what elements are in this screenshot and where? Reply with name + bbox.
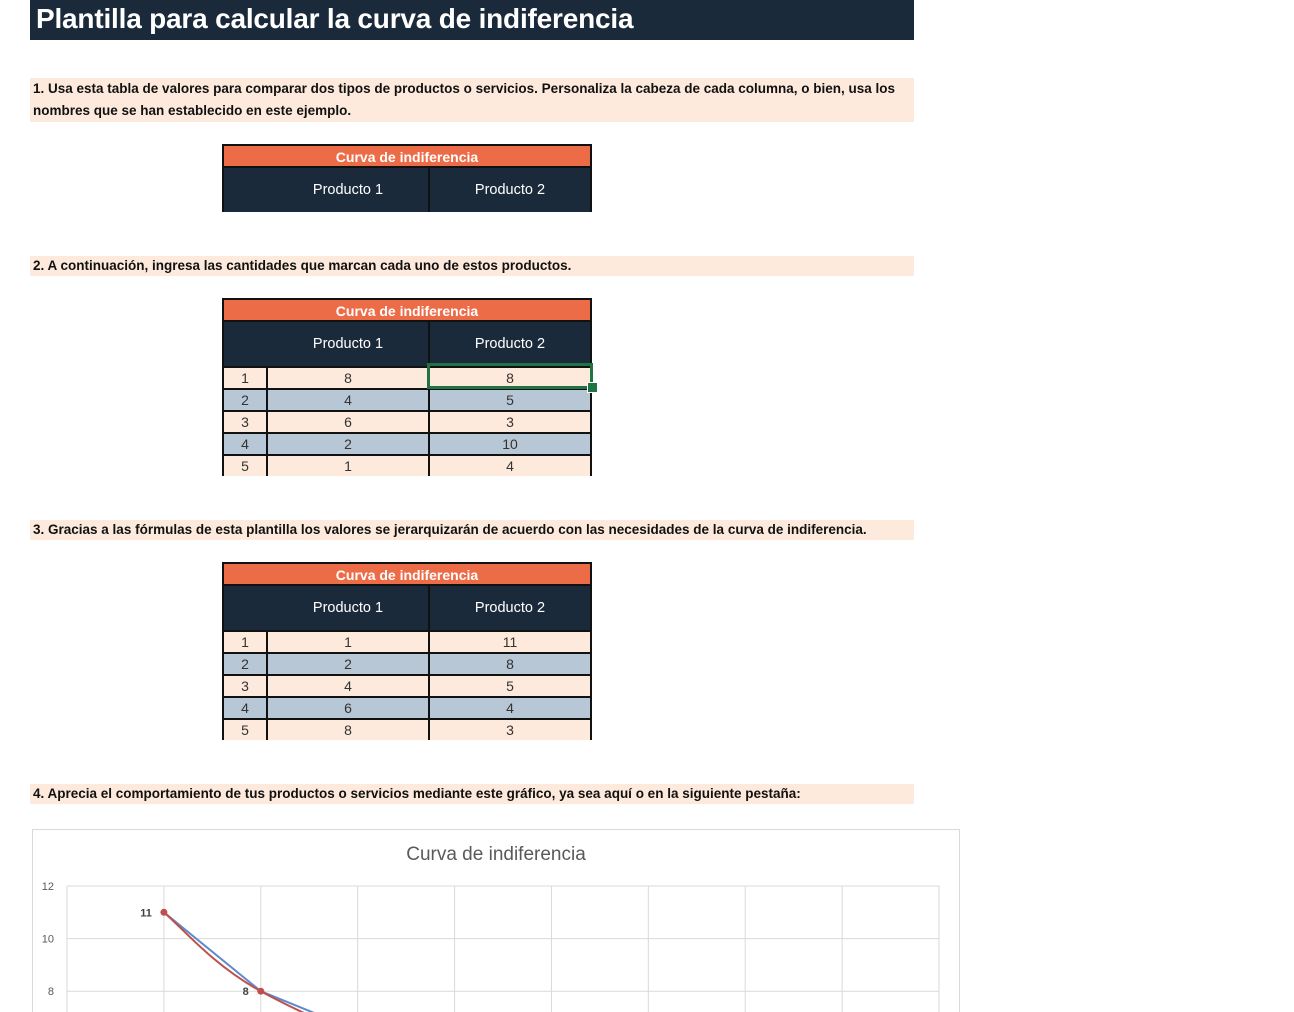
- indifference-chart[interactable]: [32, 829, 960, 1012]
- table-row: [224, 388, 590, 410]
- product-1-value-cell[interactable]: 4: [268, 676, 430, 696]
- table-title: Curva de indiferencia: [224, 564, 590, 586]
- row-index: 2: [224, 390, 268, 410]
- table-column-headers: [224, 322, 590, 366]
- table-row: [224, 652, 590, 674]
- row-index: 3: [224, 676, 268, 696]
- product-1-value-cell[interactable]: 6: [268, 698, 430, 718]
- table-column-headers: [224, 586, 590, 630]
- product-2-value-cell[interactable]: 11: [502, 634, 518, 650]
- table-row: [224, 630, 590, 652]
- active-cell-selection[interactable]: [427, 363, 593, 389]
- row-index: 4: [224, 434, 268, 454]
- table-title: Curva de indiferencia: [224, 146, 590, 168]
- table-title: Curva de indiferencia: [224, 300, 590, 322]
- product-1-value-cell[interactable]: 1: [268, 456, 430, 476]
- product-2-value-cell[interactable]: 4: [506, 700, 514, 716]
- y-tick-label: 10: [41, 933, 54, 946]
- row-index: 4: [224, 698, 268, 718]
- table-row: [224, 454, 590, 476]
- table-row: [224, 696, 590, 718]
- sorted-table: [222, 562, 592, 740]
- product-1-header[interactable]: Producto 1: [268, 168, 430, 212]
- product-2-value-cell[interactable]: 8: [506, 656, 514, 672]
- product-1-value-cell[interactable]: 8: [268, 368, 430, 388]
- chart-plot: [33, 830, 959, 1012]
- index-header: [224, 168, 268, 212]
- table-row: [224, 718, 590, 740]
- product-2-value-cell[interactable]: 5: [506, 392, 514, 408]
- product-1-header: Producto 1: [268, 586, 430, 630]
- product-2-header: Producto 2: [474, 336, 546, 352]
- table-column-headers: [224, 168, 590, 212]
- product-1-value-cell[interactable]: 1: [268, 632, 430, 652]
- product-2-value-cell[interactable]: 10: [502, 436, 518, 452]
- product-2-header: Producto 2: [474, 600, 546, 616]
- data-label: 11: [140, 907, 152, 920]
- product-2-value-cell[interactable]: 8: [506, 370, 514, 386]
- table-row: [224, 410, 590, 432]
- product-1-value-cell[interactable]: 6: [268, 412, 430, 432]
- series-line: [164, 912, 842, 1012]
- row-index: 3: [224, 412, 268, 432]
- y-tick-label: 12: [41, 881, 54, 893]
- row-index: 2: [224, 654, 268, 674]
- step-2-instruction: 2. A continuación, ingresa las cantidades que marcan cada uno de estos productos.: [30, 256, 914, 276]
- chart-title: Curva de indiferencia: [406, 844, 586, 865]
- index-header: [224, 586, 268, 630]
- step-4-instruction: 4. Aprecia el comportamiento de tus productos o servicios mediante este gráfico, ya sea aquí o en la siguiente pestaña:: [30, 784, 914, 804]
- page-title: Plantilla para calcular la curva de indiferencia: [30, 0, 914, 40]
- row-index: 1: [224, 632, 268, 652]
- data-point: [257, 988, 264, 995]
- product-2-header[interactable]: Producto 2: [474, 182, 546, 198]
- row-index: 5: [224, 456, 268, 476]
- product-2-value-cell[interactable]: 4: [506, 458, 514, 474]
- product-2-value-cell[interactable]: 5: [506, 678, 514, 694]
- step-1-instruction: 1. Usa esta tabla de valores para comparar dos tipos de productos o servicios. Personaliza la cabeza de cada columna, o bien, usa los nombres que se han establecido en este ejemplo.: [30, 78, 914, 122]
- product-1-value-cell[interactable]: 8: [268, 720, 430, 740]
- product-1-value-cell[interactable]: 2: [268, 654, 430, 674]
- table-row: [224, 432, 590, 454]
- series-line: [164, 912, 842, 1012]
- row-index: 1: [224, 368, 268, 388]
- product-1-value-cell[interactable]: 4: [268, 390, 430, 410]
- product-1-value-cell[interactable]: 2: [268, 434, 430, 454]
- data-point: [160, 909, 167, 916]
- product-2-value-cell[interactable]: 3: [506, 414, 514, 430]
- y-tick-label: 8: [47, 986, 54, 999]
- fill-handle[interactable]: [587, 382, 598, 393]
- index-header: [224, 322, 268, 366]
- step-3-instruction: 3. Gracias a las fórmulas de esta plantilla los valores se jerarquizarán de acuerdo con las necesidades de la curva de indiferencia.: [30, 520, 914, 540]
- product-1-header: Producto 1: [268, 322, 430, 366]
- header-table: [222, 144, 592, 212]
- product-2-value-cell[interactable]: 3: [506, 722, 514, 738]
- table-row: [224, 674, 590, 696]
- data-label: 8: [242, 986, 249, 999]
- row-index: 5: [224, 720, 268, 740]
